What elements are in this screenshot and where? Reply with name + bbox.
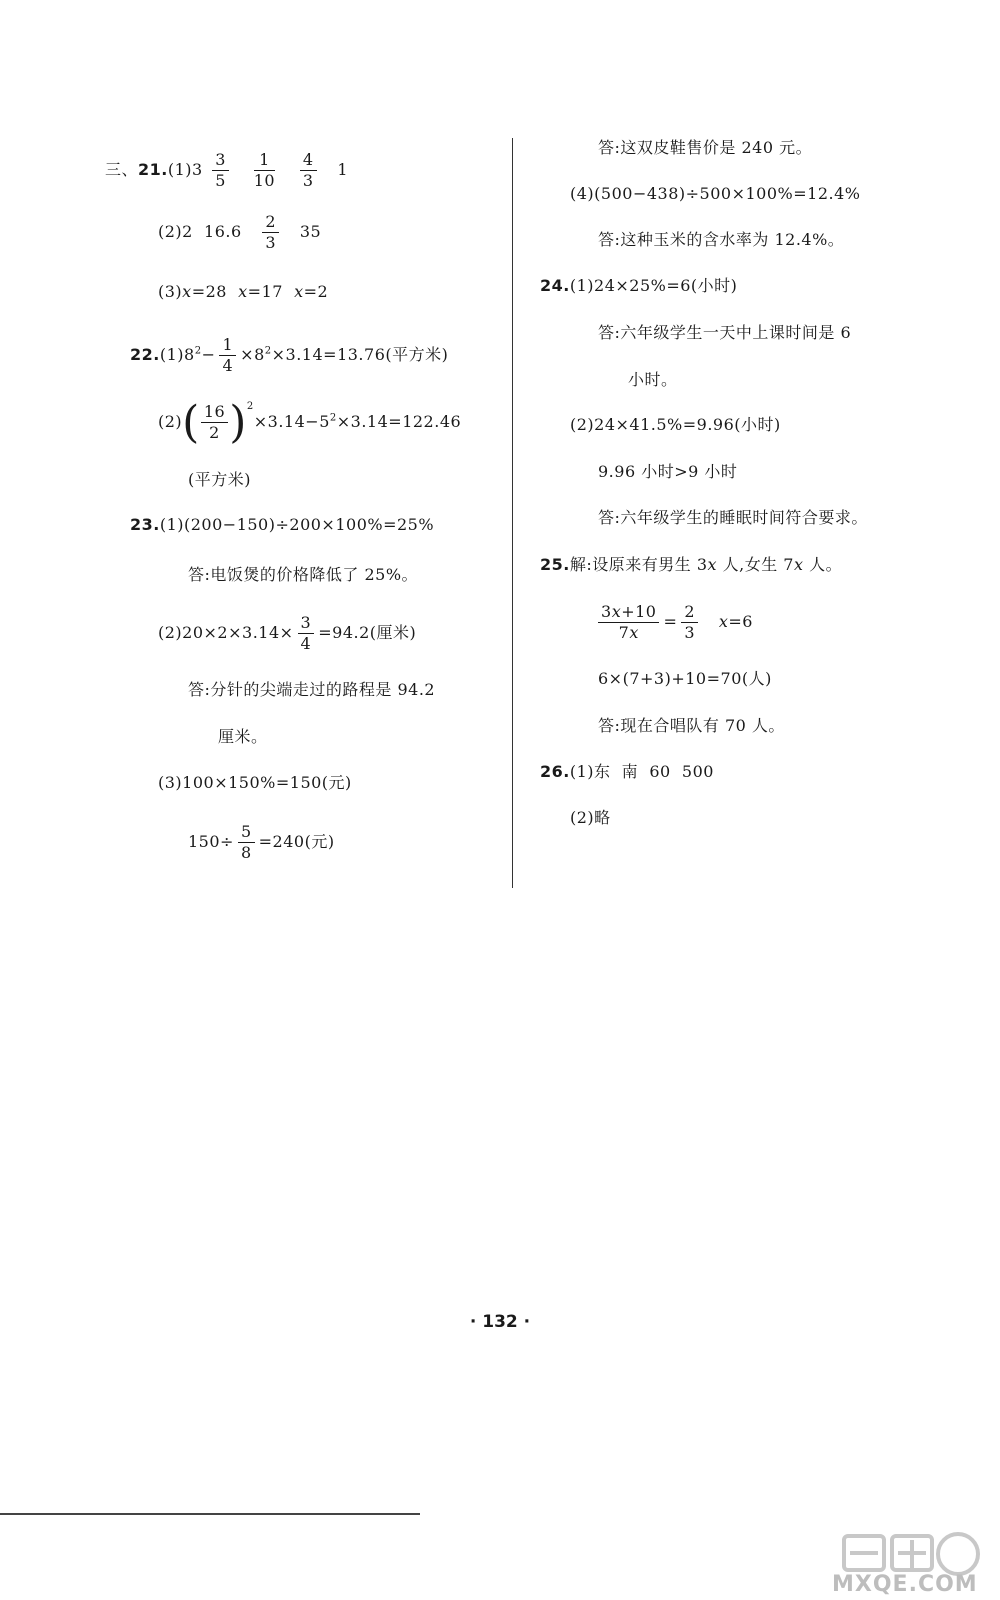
q23-part3: (3)100×150%=150(元) xyxy=(158,773,352,792)
q26-part2: (2)略 xyxy=(570,808,611,827)
q25-calc: 6×(7+3)+10=70(人) xyxy=(598,669,772,688)
q21-part1: 三、21.(1)3 $\frac{3}{5}$ $\frac{1}{10}$ $\frac{4}{3}$ 1 xyxy=(105,150,349,190)
q21-part2: (2)2 16.6 $\frac{2}{3}$ 35 xyxy=(158,212,322,252)
q25-answer: 答:现在合唱队有 70 人。 xyxy=(598,716,785,735)
q23-answer1: 答:电饭煲的价格降低了 25%。 xyxy=(188,565,419,584)
q22-part2: (2)( $\frac{16}{2}$ )$^2\times 3.14-5^2\times 3.14=122.46$ xyxy=(158,396,462,448)
fraction: $\frac{3x+10}{7x}$ xyxy=(598,602,659,643)
fraction: $\frac{16}{2}$ xyxy=(201,402,228,443)
q22-part1: $22.(1)8^2-$ $\frac{1}{4}$ $\times 8^2\times 3.14=13.76$(平方米) xyxy=(130,335,449,375)
q23-answer2-line2: 厘米。 xyxy=(218,727,268,746)
q22-part2-unit: (平方米) xyxy=(188,470,251,489)
q23-part4: (4)(500−438)÷500×100%=12.4% xyxy=(570,184,861,203)
q21-part3: (3)x=28 x=17 x=2 xyxy=(158,282,329,301)
column-divider xyxy=(512,138,513,888)
q24-part2-compare: 9.96 小时>9 小时 xyxy=(598,462,738,481)
q24-answer1-line1: 答:六年级学生一天中上课时间是 6 xyxy=(598,323,852,342)
fraction: $\frac{1}{4}$ xyxy=(219,335,236,376)
fraction: $\frac{3}{5}$ xyxy=(212,150,229,191)
fraction: $\frac{4}{3}$ xyxy=(300,150,317,191)
fraction: $\frac{2}{3}$ xyxy=(681,602,698,643)
fraction: $\frac{5}{8}$ xyxy=(238,822,255,863)
q23-answer4: 答:这种玉米的含水率为 12.4%。 xyxy=(598,230,845,249)
q23-answer3: 答:这双皮鞋售价是 240 元。 xyxy=(598,138,813,157)
q25-equation: $\frac{3x+10}{7x}$ = $\frac{2}{3}$ x=6 xyxy=(598,602,753,643)
bottom-rule xyxy=(0,1513,420,1515)
q23-part1: 23.(1)(200−150)÷200×100%=25% xyxy=(130,515,435,534)
fraction: $\frac{1}{10}$ xyxy=(253,150,276,190)
q25-setup: 25.解:设原来有男生 3x 人,女生 7x 人。 xyxy=(540,555,843,574)
fraction: $\frac{2}{3}$ xyxy=(262,212,279,253)
q23-part2: (2)20×2×3.14× $\frac{3}{4}$ =94.2(厘米) xyxy=(158,613,417,653)
q26-part1: 26.(1)东 南 60 500 xyxy=(540,762,714,781)
watermark-text: MXQE.COM xyxy=(832,1572,978,1597)
q24-answer1-line2: 小时。 xyxy=(628,370,678,389)
q23-part3-calc: 150÷ $\frac{5}{8}$ =240(元) xyxy=(188,822,335,862)
fraction: $\frac{3}{4}$ xyxy=(298,613,315,654)
q24-answer2: 答:六年级学生的睡眠时间符合要求。 xyxy=(598,508,868,527)
q24-part2: (2)24×41.5%=9.96(小时) xyxy=(570,415,781,434)
page-number: · 132 · xyxy=(469,1312,531,1332)
q24-part1: 24.(1)24×25%=6(小时) xyxy=(540,276,738,295)
q23-answer2-line1: 答:分针的尖端走过的路程是 94.2 xyxy=(188,680,436,699)
